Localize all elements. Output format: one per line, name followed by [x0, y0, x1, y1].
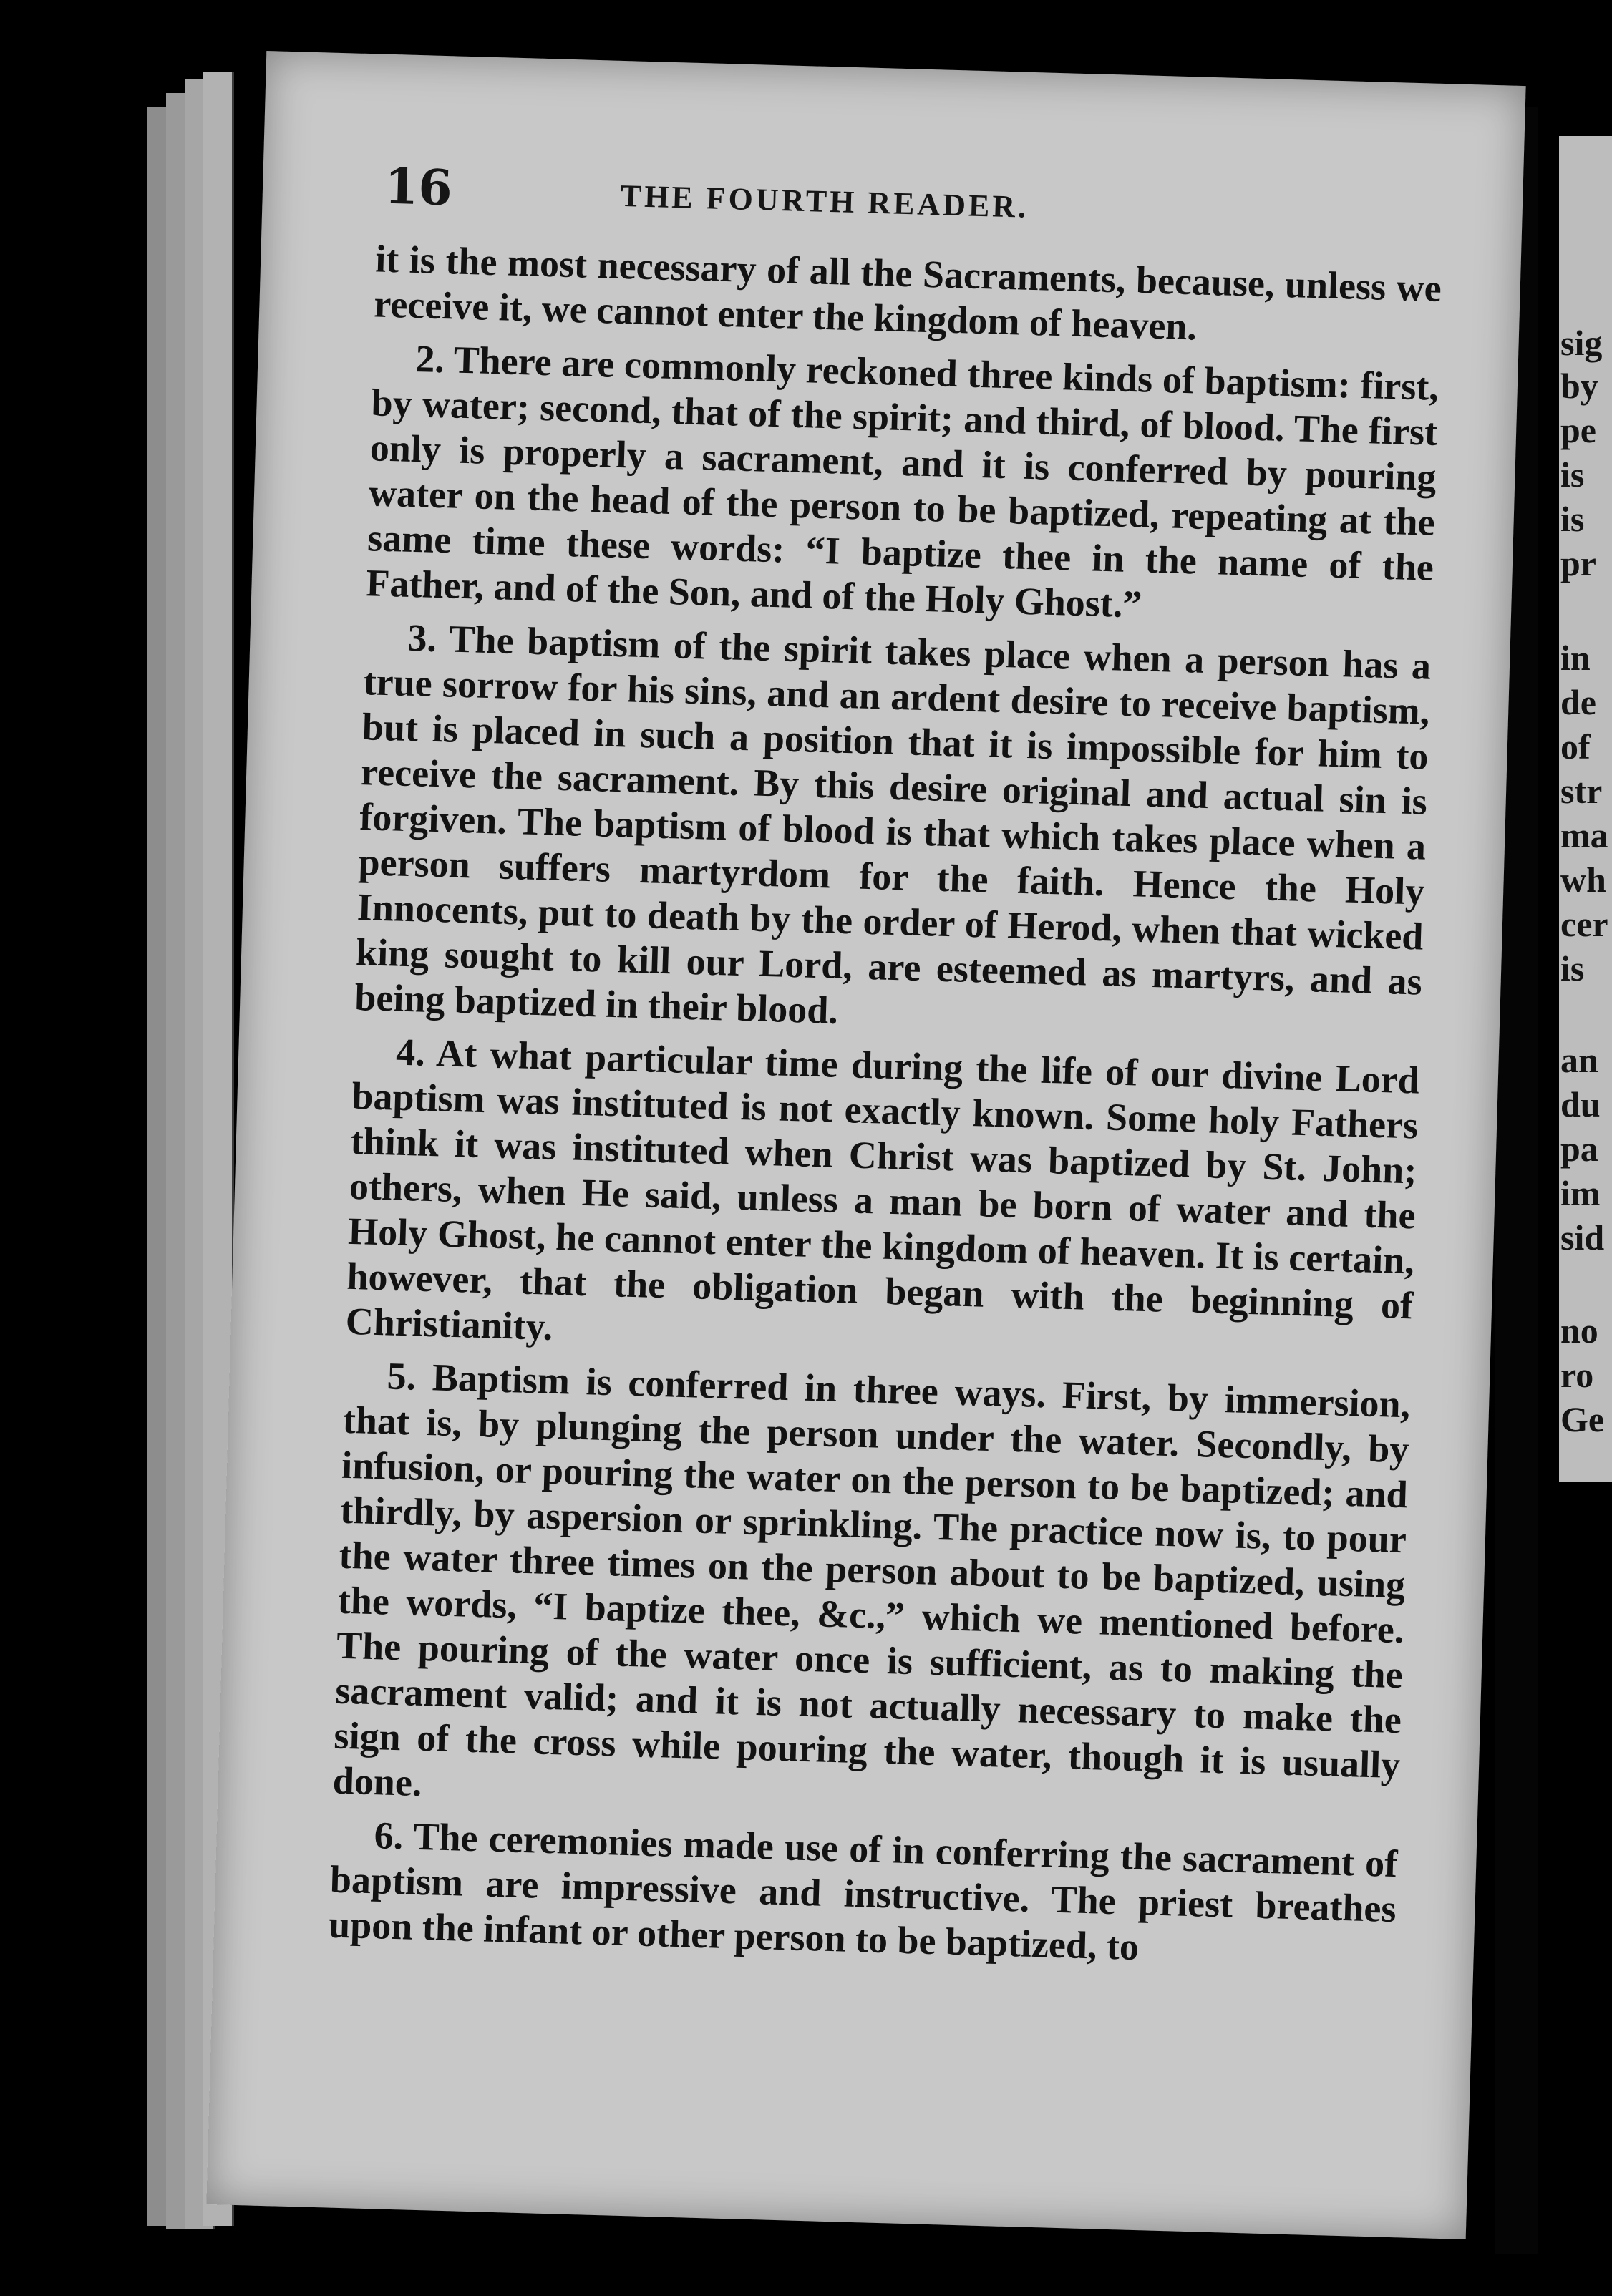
- facing-fragment: ma: [1560, 815, 1608, 855]
- facing-fragment: cer: [1560, 904, 1608, 944]
- facing-fragment: ro: [1560, 1355, 1594, 1395]
- facing-fragment: an: [1560, 1040, 1598, 1080]
- facing-fragment: sig: [1560, 323, 1603, 363]
- book-page: [206, 51, 1525, 2239]
- facing-fragment: sid: [1560, 1217, 1605, 1258]
- facing-fragment: im: [1560, 1173, 1601, 1213]
- facing-fragment: is: [1560, 948, 1585, 988]
- facing-fragment: is: [1560, 499, 1585, 539]
- facing-fragment: is: [1560, 454, 1585, 495]
- facing-fragment: pr: [1560, 543, 1596, 583]
- facing-fragment: Ge: [1560, 1399, 1605, 1439]
- facing-fragment: str: [1560, 771, 1603, 811]
- running-head: [384, 158, 1502, 247]
- paragraph-2: 2. There are commonly reckoned three kinds of baptism: first, by water; second, that of the spirit; and third, of blood. The first only is properly a sacrament, and it is conferred by pouring water on the head of the person to be baptized, repeating at the same time these words: “I baptize thee in the name of the Father, and of the Son, and of the Holy Ghost.”: [365, 337, 1439, 626]
- paragraph-5: 5. Baptism is conferred in three ways. First, by immersion, that is, by plunging the person under the water. Secondly, by infusion, or pouring the water on the person to be baptized; and thirdly, by aspersion or sprinkling. The practice now is, to pour the water three times on the person about to be baptized, using the words, “I baptize thee, &c.,” which we mentioned before. The pouring of the water once is sufficient, as to making the sacrament valid; and it is not actually necessary to make the sign of the cross while pouring the water, though it is usually done.: [332, 1354, 1412, 1805]
- facing-fragment: no: [1560, 1310, 1598, 1351]
- paragraph-3: 3. The baptism of the spirit takes place when a person has a true sorrow for his sins, and an ardent desire to receive baptism, but is placed in such a position that it is impossible for him to receive the sacrament. By this desire original and actual sin is forgiven. The baptism of blood is that which takes place when a person suffers martyrdom for the faith. Hence the Holy Innocents, put to death by the order of Herod, when that wicked king sought to kill our Lord, are esteemed as martyrs, and as being baptized in their blood.: [354, 616, 1432, 1032]
- facing-fragment: wh: [1560, 860, 1606, 900]
- paragraph-6: 6. The ceremonies made use of in conferring the sacrament of baptism are impressive and instructive. The priest breathes upon the infant or other person to be baptized, to: [328, 1814, 1399, 1969]
- facing-fragment: du: [1560, 1084, 1601, 1124]
- facing-fragment: in: [1560, 638, 1591, 678]
- paragraph-continuation: it is the most necessary of all the Sacraments, because, unless we receive it, we cannot enter the kingdom of heaven.: [373, 237, 1442, 349]
- page-number: 16: [384, 157, 453, 218]
- paragraph-4: 4. At what particular time during the life of our divine Lord baptism was instituted is not exactly known. Some holy Fathers think it was instituted when Christ was baptized by St. John; others, when He said, unless a man be born of water and the Holy Ghost, he cannot enter the kingdom of heaven. It is certain, however, that the obligation began with the beginning of Christianity.: [345, 1030, 1420, 1348]
- body-text: [328, 236, 1442, 1985]
- facing-page-sliver: [1559, 136, 1612, 1482]
- facing-fragment: of: [1560, 726, 1591, 767]
- facing-fragment: pa: [1560, 1129, 1598, 1169]
- facing-fragment: by: [1560, 366, 1598, 406]
- facing-fragment: pe: [1560, 410, 1596, 450]
- facing-fragment: de: [1560, 682, 1596, 722]
- running-head-title: THE FOURTH READER.: [620, 177, 1029, 225]
